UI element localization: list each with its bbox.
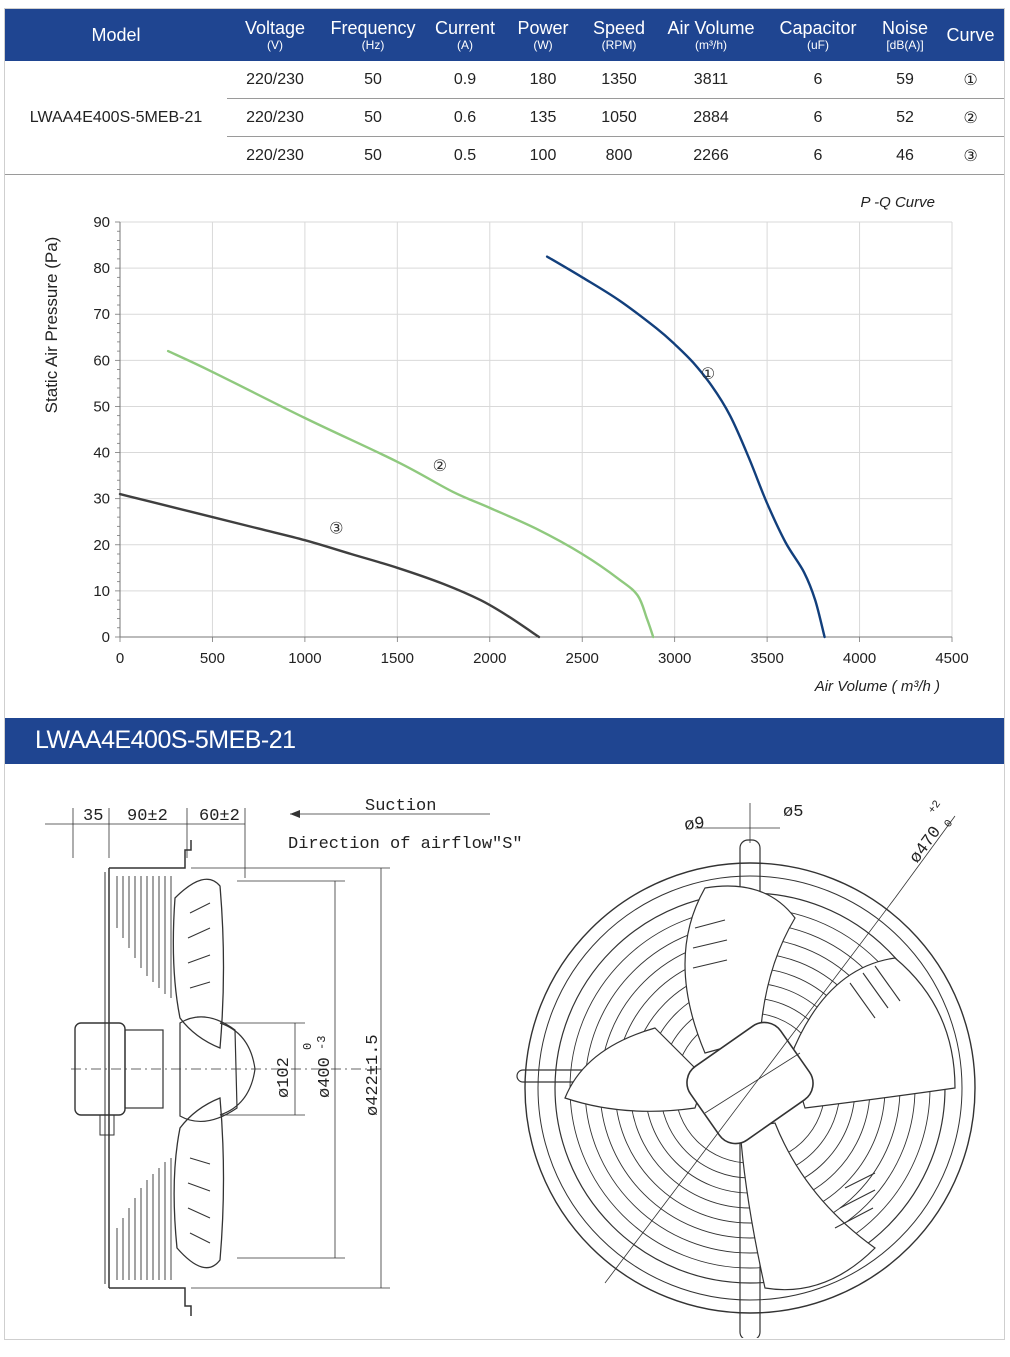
dim-60: 60±2 — [199, 807, 240, 826]
col-header-unit: (m³/h) — [695, 38, 727, 52]
cell-speed: 1050 — [579, 99, 659, 137]
x-tick-label: 1500 — [380, 650, 415, 667]
cell-speed: 800 — [579, 137, 659, 175]
side-view-dimension-labels — [83, 797, 523, 1116]
cell-current: 0.6 — [423, 99, 507, 137]
col-header — [423, 9, 507, 61]
col-header-label: Power — [517, 18, 569, 38]
front-view-dimension-labels — [683, 799, 956, 868]
col-header-label: Curve — [946, 25, 995, 45]
dim-90: 90±2 — [127, 807, 168, 826]
col-header-label: Current — [434, 18, 496, 38]
chart-series — [120, 257, 825, 637]
cell-noise: 46 — [873, 137, 937, 175]
dim-d470-tol-up: +2 — [926, 798, 944, 817]
col-header — [659, 9, 763, 61]
col-header-unit: (uF) — [807, 38, 829, 52]
col-header-label: Capacitor — [779, 18, 857, 38]
chart-x-axis-label: Air Volume ( m³/h ) — [814, 678, 940, 695]
cell-power: 100 — [507, 137, 579, 175]
x-tick-label: 2500 — [565, 650, 599, 667]
cell-noise: 59 — [873, 61, 937, 99]
col-header — [323, 9, 423, 61]
side-view — [45, 808, 490, 1316]
y-tick-label: 40 — [93, 444, 110, 462]
y-tick-label: 90 — [93, 214, 110, 231]
cell-capacitor: 6 — [763, 61, 873, 99]
series-line-2 — [168, 351, 653, 637]
cell-current: 0.5 — [423, 137, 507, 175]
cell-capacitor: 6 — [763, 99, 873, 137]
col-header-unit: [dB(A)] — [886, 38, 924, 52]
y-tick-label: 70 — [93, 306, 110, 324]
cell-voltage: 220/230 — [227, 61, 323, 99]
model-banner — [5, 718, 1004, 764]
cell-capacitor: 6 — [763, 137, 873, 175]
dim-d400: ø400 — [316, 1057, 335, 1098]
cell-power: 180 — [507, 61, 579, 99]
technical-drawing — [5, 768, 1004, 1338]
dim-d9: ø9 — [683, 814, 707, 836]
cell-power: 135 — [507, 99, 579, 137]
cell-curve: ③ — [937, 137, 1004, 175]
col-header-label: Air Volume — [667, 18, 755, 38]
drawing-svg — [5, 768, 1004, 1338]
dim-d400-tol-dn: -3 — [315, 1035, 329, 1050]
col-header-unit: (A) — [457, 38, 473, 52]
col-header-label: Speed — [592, 18, 646, 38]
x-tick-label: 1000 — [288, 650, 322, 667]
cell-speed: 1350 — [579, 61, 659, 99]
x-tick-label: 4000 — [842, 650, 877, 667]
x-tick-label: 2000 — [473, 650, 507, 667]
col-header-unit: (W) — [533, 38, 553, 52]
cell-air-volume: 2884 — [659, 99, 763, 137]
x-tick-label: 4500 — [935, 650, 969, 667]
x-tick-label: 3500 — [750, 650, 784, 667]
chart-y-axis-label: Static Air Pressure (Pa) — [42, 236, 61, 414]
col-header-label: Frequency — [330, 18, 416, 38]
y-tick-label: 30 — [93, 490, 110, 508]
suction-label: Suction — [365, 797, 437, 816]
cell-curve: ② — [937, 99, 1004, 137]
cell-frequency: 50 — [323, 61, 423, 99]
x-tick-label: 0 — [115, 650, 125, 667]
dim-d422: ø422±1.5 — [364, 1034, 383, 1116]
airflow-label: Direction of airflow"S" — [288, 835, 523, 854]
chart-grid — [120, 222, 952, 637]
col-header — [579, 9, 659, 61]
dim-d5: ø5 — [783, 803, 804, 822]
dim-35: 35 — [83, 807, 104, 826]
cell-voltage: 220/230 — [227, 99, 323, 137]
x-tick-label: 500 — [199, 650, 225, 667]
dim-d470-tol-dn: 0 — [942, 817, 957, 831]
table-header-row — [5, 9, 1004, 61]
banner-title: LWAA4E400S-5MEB-21 — [35, 726, 296, 754]
chart-title: P -Q Curve — [860, 194, 935, 211]
cell-air-volume: 3811 — [659, 61, 763, 99]
series-line-3 — [120, 494, 539, 637]
col-header-label: Noise — [881, 18, 929, 38]
model-cell: LWAA4E400S-5MEB-21 — [5, 61, 227, 175]
spec-table — [5, 9, 1004, 175]
col-header — [937, 9, 1004, 61]
col-header-label: Model — [91, 25, 141, 45]
col-header — [507, 9, 579, 61]
chart-ticks — [93, 214, 968, 667]
col-header-label: Voltage — [244, 18, 306, 38]
col-header — [227, 9, 323, 61]
col-header-unit: (Hz) — [361, 38, 385, 52]
col-header — [5, 9, 227, 61]
curve-label-3: ③ — [329, 520, 344, 538]
curve-label-2: ② — [432, 458, 448, 475]
col-header-unit: (RPM) — [601, 38, 637, 52]
cell-frequency: 50 — [323, 137, 423, 175]
cell-curve: ① — [937, 61, 1004, 99]
cell-air-volume: 2266 — [659, 137, 763, 175]
pq-chart — [5, 175, 1004, 715]
y-tick-label: 20 — [93, 536, 110, 554]
dim-d102: ø102 — [275, 1057, 294, 1098]
cell-voltage: 220/230 — [227, 137, 323, 175]
front-view — [517, 803, 975, 1338]
x-tick-label: 3000 — [657, 650, 692, 667]
y-tick-label: 80 — [93, 260, 110, 278]
series-line-1 — [547, 257, 825, 637]
pq-chart-svg — [5, 175, 1004, 715]
y-tick-label: 10 — [93, 582, 110, 600]
cell-frequency: 50 — [323, 99, 423, 137]
y-tick-label: 60 — [93, 352, 110, 370]
cell-current: 0.9 — [423, 61, 507, 99]
dim-d470: ø470 — [906, 823, 946, 868]
chart-curve-labels — [329, 366, 715, 537]
chart-axes — [115, 222, 952, 637]
y-tick-label: 50 — [93, 398, 110, 416]
dim-d400-tol-up: 0 — [301, 1042, 315, 1050]
y-tick-label: 0 — [101, 629, 110, 646]
col-header — [763, 9, 873, 61]
col-header-unit: (V) — [267, 38, 283, 52]
col-header — [873, 9, 937, 61]
table-row — [5, 61, 1004, 99]
cell-noise: 52 — [873, 99, 937, 137]
table-body — [5, 61, 1004, 175]
curve-label-1: ① — [700, 365, 716, 383]
